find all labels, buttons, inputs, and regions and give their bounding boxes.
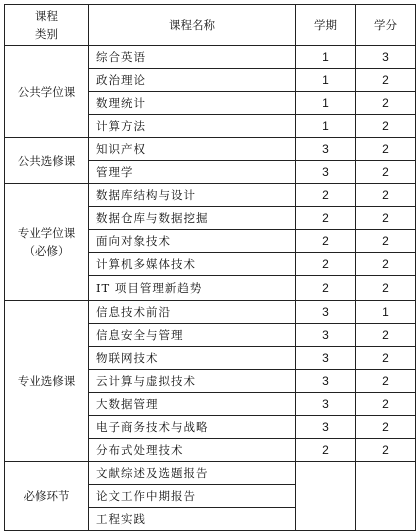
semester-cell: 3 (296, 393, 356, 416)
course-name-cell: 政治理论 (89, 69, 296, 92)
credit-cell: 2 (356, 276, 416, 301)
course-name-cell: 管理学 (89, 161, 296, 184)
course-name-cell: 信息安全与管理 (89, 324, 296, 347)
credit-cell: 2 (356, 393, 416, 416)
course-name-cell: 工程实践 (89, 508, 296, 531)
semester-cell: 3 (296, 161, 356, 184)
table-row (5, 301, 416, 324)
course-name-cell: 云计算与虚拟技术 (89, 370, 296, 393)
credit-cell: 2 (356, 92, 416, 115)
semester-cell: 2 (296, 230, 356, 253)
semester-cell: 3 (296, 324, 356, 347)
credit-cell: 2 (356, 370, 416, 393)
table-row (5, 46, 416, 69)
course-name-cell: 文献综述及选题报告 (89, 462, 296, 485)
course-name-cell: 论文工作中期报告 (89, 485, 296, 508)
category-label: 公共选修课 (17, 153, 76, 168)
course-name-cell: 综合英语 (89, 46, 296, 69)
credit-cell: 2 (356, 230, 416, 253)
semester-cell: 3 (296, 138, 356, 161)
credit-cell: 2 (356, 207, 416, 230)
header-category-line2: 类别 (35, 27, 58, 41)
credit-cell: 2 (356, 69, 416, 92)
semester-cell: 2 (296, 439, 356, 462)
course-table (4, 4, 416, 531)
semester-cell: 3 (296, 370, 356, 393)
table-row (5, 462, 416, 485)
semester-cell: 3 (296, 347, 356, 370)
semester-cell: 2 (296, 207, 356, 230)
category-cell (5, 301, 89, 462)
course-table-container (4, 4, 416, 531)
course-name-cell: 信息技术前沿 (89, 301, 296, 324)
credit-cell: 2 (356, 439, 416, 462)
semester-cell: 2 (296, 184, 356, 207)
credit-cell: 1 (356, 301, 416, 324)
category-cell (5, 138, 89, 184)
header-credit: 学分 (356, 5, 416, 46)
table-row (5, 138, 416, 161)
course-name-cell: 数据仓库与数据挖掘 (89, 207, 296, 230)
course-name-cell: 大数据管理 (89, 393, 296, 416)
category-label: 公共学位课 (17, 84, 76, 99)
category-label: 专业学位课 (17, 226, 76, 240)
course-name-cell: 面向对象技术 (89, 230, 296, 253)
table-row (5, 184, 416, 207)
category-label: 必修环节 (23, 489, 70, 503)
category-cell (5, 46, 89, 138)
credit-cell: 2 (356, 184, 416, 207)
category-cell (5, 462, 89, 531)
header-course-name: 课程名称 (89, 5, 296, 46)
semester-cell: 1 (296, 46, 356, 69)
course-name-cell: 计算机多媒体技术 (89, 253, 296, 276)
category-cell (5, 184, 89, 301)
semester-cell: 1 (296, 69, 356, 92)
credit-cell: 2 (356, 324, 416, 347)
course-name-cell: 分布式处理技术 (89, 439, 296, 462)
semester-cell: 2 (296, 276, 356, 301)
header-row (5, 5, 416, 46)
credit-cell: 2 (356, 138, 416, 161)
header-category-line1: 课程 (35, 9, 58, 23)
semester-cell (296, 462, 356, 531)
semester-cell: 1 (296, 115, 356, 138)
course-name-cell: 计算方法 (89, 115, 296, 138)
semester-cell: 3 (296, 416, 356, 439)
course-name-cell: 电子商务技术与战略 (89, 416, 296, 439)
semester-cell: 1 (296, 92, 356, 115)
header-category (5, 5, 89, 46)
category-label: 专业选修课 (17, 374, 76, 388)
credit-cell (356, 462, 416, 531)
header-semester: 学期 (296, 5, 356, 46)
course-name-cell: 物联网技术 (89, 347, 296, 370)
credit-cell: 2 (356, 416, 416, 439)
credit-cell: 3 (356, 46, 416, 69)
credit-cell: 2 (356, 253, 416, 276)
course-table-body (5, 46, 416, 531)
course-name-cell: 数理统计 (89, 92, 296, 115)
credit-cell: 2 (356, 161, 416, 184)
course-name-cell: 知识产权 (89, 138, 296, 161)
semester-cell: 2 (296, 253, 356, 276)
credit-cell: 2 (356, 347, 416, 370)
credit-cell: 2 (356, 115, 416, 138)
course-name-cell: 数据库结构与设计 (89, 184, 296, 207)
semester-cell: 3 (296, 301, 356, 324)
category-label: （必修） (23, 244, 70, 258)
course-name-cell: IT 项目管理新趋势 (89, 276, 296, 301)
